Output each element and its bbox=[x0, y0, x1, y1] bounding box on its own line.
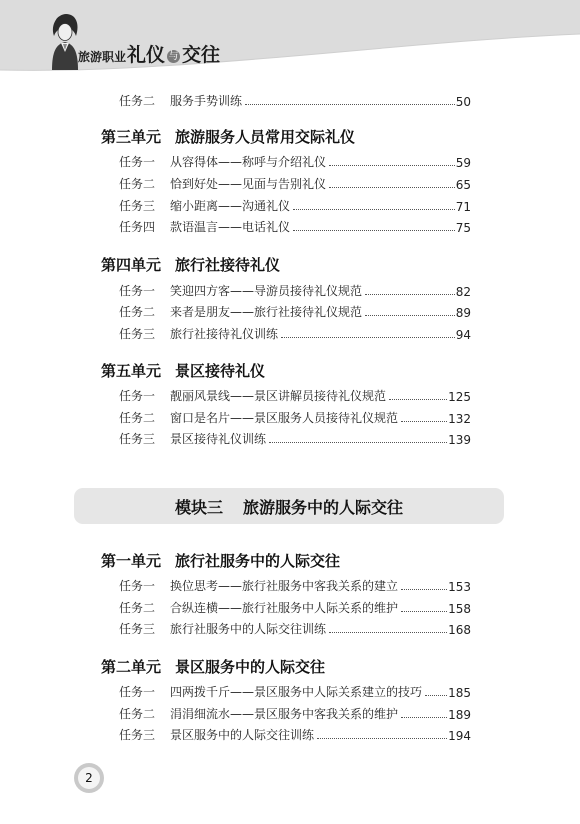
toc-entry-title: 四两拨千斤——景区服务中人际关系建立的技巧 bbox=[170, 685, 423, 699]
toc-entry-title: 从容得体——称呼与介绍礼仪 bbox=[170, 155, 327, 169]
toc-page-number: 50 bbox=[455, 95, 471, 109]
toc-page-number: 139 bbox=[448, 433, 471, 447]
toc-entry-title: 窗口是名片——景区服务人员接待礼仪规范 bbox=[170, 411, 399, 425]
toc-task-label: 任务三 bbox=[119, 728, 156, 742]
toc-entry-title: 涓涓细流水——景区服务中客我关系的维护 bbox=[170, 707, 399, 721]
toc-entry-title: 换位思考——旅行社服务中客我关系的建立 bbox=[170, 579, 399, 593]
toc-row[interactable] bbox=[119, 217, 471, 235]
unit-number: 第三单元 bbox=[101, 128, 162, 146]
dot-leader bbox=[329, 187, 455, 188]
dot-leader bbox=[329, 165, 455, 166]
toc-page-number: 75 bbox=[455, 221, 471, 235]
toc-page-number: 194 bbox=[448, 729, 471, 743]
toc-entry-title: 服务手势训练 bbox=[170, 94, 243, 108]
dot-leader bbox=[293, 209, 455, 210]
toc-page-number: 82 bbox=[455, 285, 471, 299]
dot-leader bbox=[365, 294, 455, 295]
page-number: 2 bbox=[78, 767, 100, 789]
dot-leader bbox=[401, 611, 447, 612]
toc-entry-title: 恰到好处——见面与告别礼仪 bbox=[170, 177, 327, 191]
toc-task-label: 任务一 bbox=[119, 579, 156, 593]
toc-page-number: 189 bbox=[448, 708, 471, 722]
toc-page-number: 65 bbox=[455, 178, 471, 192]
header-band-graphic bbox=[0, 0, 580, 78]
toc-row[interactable] bbox=[119, 196, 471, 214]
toc-row[interactable] bbox=[119, 91, 471, 109]
toc-row[interactable] bbox=[119, 429, 471, 447]
toc-task-label: 任务三 bbox=[119, 199, 156, 213]
toc-entry-title: 笑迎四方客——导游员接待礼仪规范 bbox=[170, 284, 363, 298]
header-title-part3: 交往 bbox=[182, 44, 221, 66]
toc-row[interactable] bbox=[119, 704, 471, 722]
toc-row[interactable] bbox=[119, 598, 471, 616]
unit-number: 第一单元 bbox=[101, 552, 162, 570]
toc-task-label: 任务二 bbox=[119, 411, 156, 425]
toc-row[interactable] bbox=[119, 725, 471, 743]
unit-heading bbox=[101, 126, 355, 147]
toc-page-number: 94 bbox=[455, 328, 471, 342]
unit-title: 景区服务中的人际交往 bbox=[175, 658, 326, 676]
toc-task-label: 任务二 bbox=[119, 305, 156, 319]
dot-leader bbox=[293, 230, 455, 231]
dot-leader bbox=[389, 399, 447, 400]
dot-leader bbox=[269, 442, 447, 443]
toc-entry-title: 旅行社服务中的人际交往训练 bbox=[170, 622, 327, 636]
toc-row[interactable] bbox=[119, 386, 471, 404]
toc-entry-title: 景区服务中的人际交往训练 bbox=[170, 728, 315, 742]
toc-row[interactable] bbox=[119, 324, 471, 342]
toc-row[interactable] bbox=[119, 281, 471, 299]
toc-page-number: 158 bbox=[448, 602, 471, 616]
header-title-part2: 礼仪 bbox=[127, 44, 166, 66]
header-band bbox=[0, 0, 580, 78]
unit-title: 旅游服务人员常用交际礼仪 bbox=[175, 128, 356, 146]
unit-heading bbox=[101, 656, 325, 677]
module-title: 旅游服务中的人际交往 bbox=[243, 497, 404, 517]
unit-title: 旅行社接待礼仪 bbox=[175, 256, 281, 274]
toc-task-label: 任务三 bbox=[119, 432, 156, 446]
toc-entry-title: 来者是朋友——旅行社接待礼仪规范 bbox=[170, 305, 363, 319]
dot-leader bbox=[401, 589, 447, 590]
toc-page-number: 59 bbox=[455, 156, 471, 170]
toc-task-label: 任务二 bbox=[119, 94, 156, 108]
module-label: 模块三 bbox=[174, 497, 223, 517]
unit-number: 第五单元 bbox=[101, 362, 162, 380]
unit-title: 旅行社服务中的人际交往 bbox=[175, 552, 341, 570]
header-title-connector: 与 bbox=[168, 51, 179, 62]
toc-row[interactable] bbox=[119, 174, 471, 192]
toc-entry-title: 景区接待礼仪训练 bbox=[170, 432, 267, 446]
header-title-part1: 旅游职业 bbox=[78, 50, 127, 64]
toc-entry-title: 缩小距离——沟通礼仪 bbox=[170, 199, 291, 213]
toc-entry-title: 款语温言——电话礼仪 bbox=[170, 220, 291, 234]
toc-page-number: 132 bbox=[448, 412, 471, 426]
toc-page-number: 168 bbox=[448, 623, 471, 637]
toc-task-label: 任务二 bbox=[119, 177, 156, 191]
toc-task-label: 任务三 bbox=[119, 622, 156, 636]
toc-task-label: 任务二 bbox=[119, 601, 156, 615]
dot-leader bbox=[401, 421, 447, 422]
toc-page-number: 89 bbox=[455, 306, 471, 320]
toc-row[interactable] bbox=[119, 152, 471, 170]
dot-leader bbox=[317, 738, 447, 739]
toc-task-label: 任务四 bbox=[119, 220, 156, 234]
toc-task-label: 任务一 bbox=[119, 284, 156, 298]
module-banner bbox=[74, 488, 504, 524]
toc-task-label: 任务一 bbox=[119, 155, 156, 169]
unit-heading bbox=[101, 550, 340, 571]
toc-page-number: 71 bbox=[455, 200, 471, 214]
dot-leader bbox=[281, 337, 455, 338]
toc-task-label: 任务一 bbox=[119, 389, 156, 403]
toc-entry-title: 旅行社接待礼仪训练 bbox=[170, 327, 279, 341]
page-number-badge bbox=[74, 763, 104, 793]
toc-task-label: 任务一 bbox=[119, 685, 156, 699]
unit-heading bbox=[101, 254, 280, 275]
toc-page-number: 185 bbox=[448, 686, 471, 700]
unit-heading bbox=[101, 360, 265, 381]
toc-task-label: 任务三 bbox=[119, 327, 156, 341]
toc-page-number: 153 bbox=[448, 580, 471, 594]
toc-row[interactable] bbox=[119, 408, 471, 426]
dot-leader bbox=[365, 315, 455, 316]
toc-row[interactable] bbox=[119, 682, 471, 700]
dot-leader bbox=[401, 717, 447, 718]
toc-entry-title: 靓丽风景线——景区讲解员接待礼仪规范 bbox=[170, 389, 387, 403]
toc-task-label: 任务二 bbox=[119, 707, 156, 721]
dot-leader bbox=[329, 632, 447, 633]
running-header-title bbox=[78, 40, 220, 64]
toc-page-number: 125 bbox=[448, 390, 471, 404]
toc-row[interactable] bbox=[119, 302, 471, 320]
dot-leader bbox=[245, 104, 455, 105]
unit-number: 第二单元 bbox=[101, 658, 162, 676]
unit-number: 第四单元 bbox=[101, 256, 162, 274]
dot-leader bbox=[425, 695, 447, 696]
toc-row[interactable] bbox=[119, 576, 471, 594]
unit-title: 景区接待礼仪 bbox=[175, 362, 266, 380]
toc-entry-title: 合纵连横——旅行社服务中人际关系的维护 bbox=[170, 601, 399, 615]
toc-row[interactable] bbox=[119, 619, 471, 637]
